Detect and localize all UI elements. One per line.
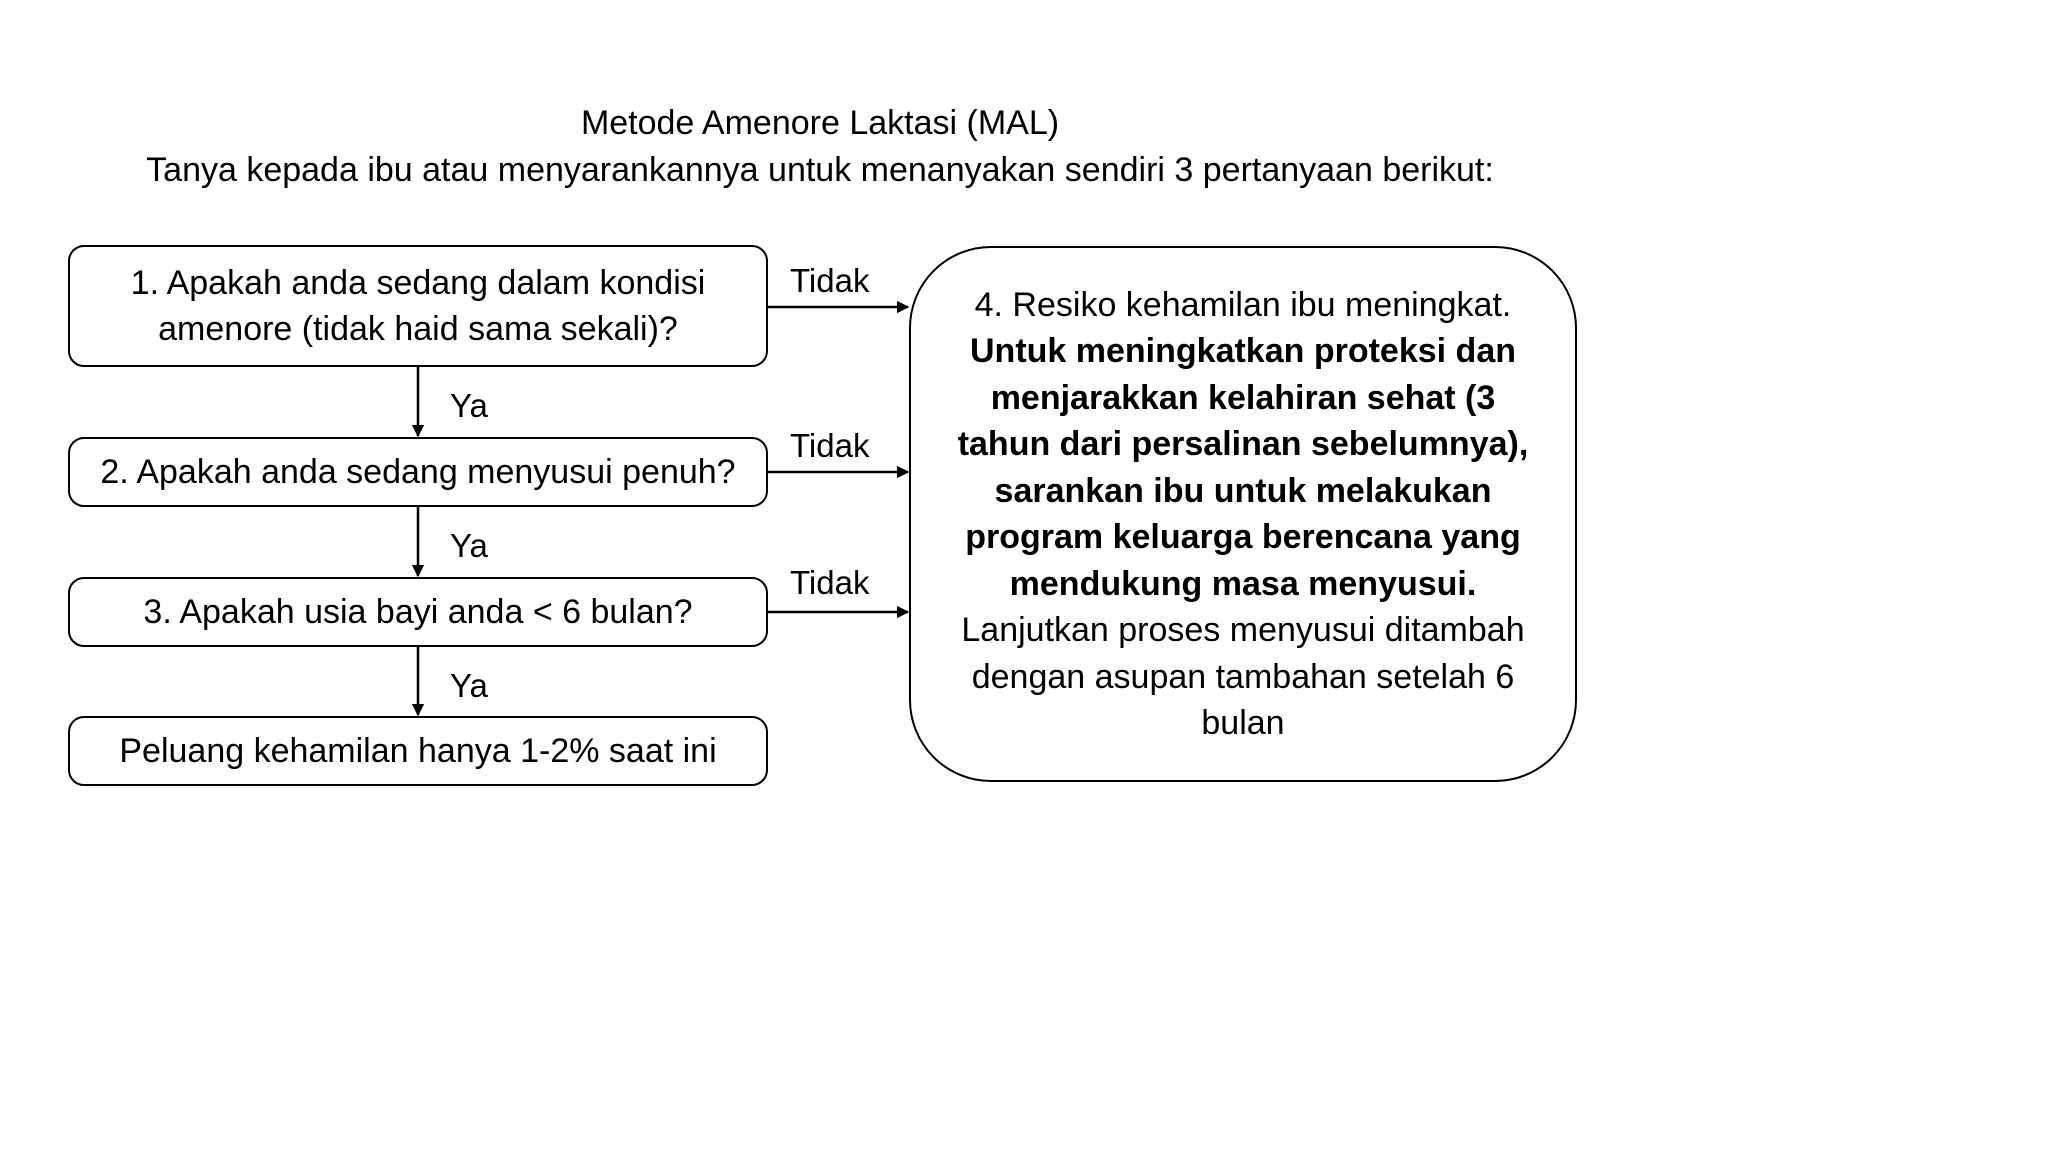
risk-outcome-box bbox=[909, 246, 1577, 782]
risk-outcome-continuation: Lanjutkan proses menyusui ditambah dengan asupan tambahan setelah 6 bulan bbox=[961, 611, 1525, 742]
question-2-box bbox=[68, 437, 768, 507]
no-label-3: Tidak bbox=[790, 564, 870, 601]
question-3-box bbox=[68, 577, 768, 647]
low-risk-outcome-text: Peluang kehamilan hanya 1-2% saat ini bbox=[119, 732, 717, 770]
yes-label-3: Ya bbox=[450, 667, 488, 704]
question-1-box bbox=[68, 245, 768, 367]
risk-outcome-heading: 4. Resiko kehamilan ibu meningkat. bbox=[974, 285, 1512, 324]
yes-label-2: Ya bbox=[450, 527, 488, 564]
diagram-title: Metode Amenore Laktasi (MAL) bbox=[580, 104, 1060, 142]
low-risk-outcome-box bbox=[68, 716, 768, 786]
question-3-text: 3. Apakah usia bayi anda < 6 bulan? bbox=[143, 593, 693, 631]
risk-outcome-recommendation: Untuk meningkatkan proteksi dan menjarakkan kelahiran sehat (3 tahun dari persalinan sebelumnya), sarankan ibu untuk melakukan program keluarga berencana yang mendukung masa menyusui. bbox=[957, 332, 1529, 603]
no-label-1: Tidak bbox=[790, 262, 870, 299]
no-label-2: Tidak bbox=[790, 427, 870, 464]
question-1-text: 1. Apakah anda sedang dalam kondisi amenore (tidak haid sama sekali)? bbox=[130, 264, 706, 348]
yes-label-1: Ya bbox=[450, 387, 488, 424]
diagram-subtitle: Tanya kepada ibu atau menyarankannya untuk menanyakan sendiri 3 pertanyaan berikut: bbox=[146, 151, 1494, 189]
question-2-text: 2. Apakah anda sedang menyusui penuh? bbox=[100, 453, 736, 491]
